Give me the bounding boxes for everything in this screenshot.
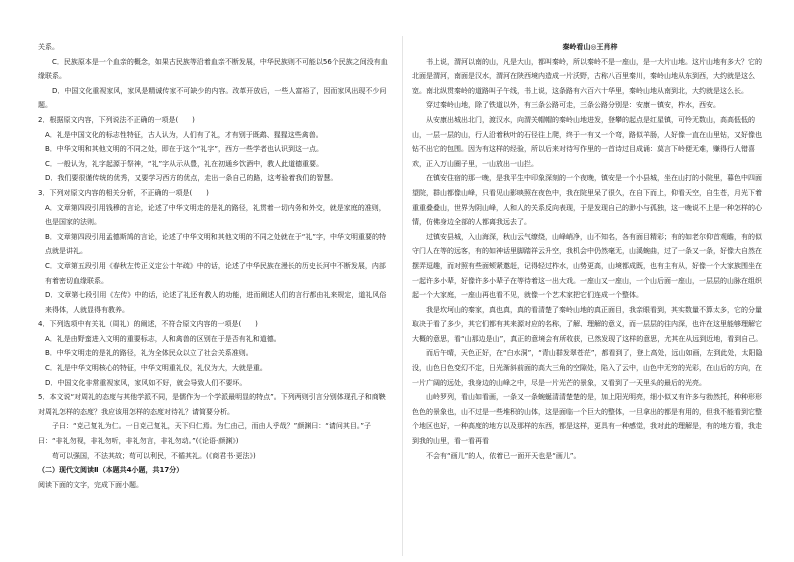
- left-paragraph: B．中华文明和其他文明的不同之处，即在于这个“礼字”，西方一些学者也认识到这一点。: [45, 145, 324, 154]
- left-paragraph: A．礼是由野蛮进入文明的重要标志，人和禽兽的区别在于是否有礼和道德。: [45, 334, 281, 343]
- right-paragraph: 而后午晴，天色正好，在“白水洞”，“青山群发翠苍茫”，都看到了，登上高处，远山如画，左到此处，太阳隐没，山色日色变幻不定，日光渐斜前面的高大三角的空隙处，陷入了云中，山色中无穷的光彩，在山后的方向，在一片广阔的远处，我身边的山峰之中，尽是一片光芒的景象，又看到了一天里头的最后的光亮。: [412, 349, 763, 387]
- right-paragraph: 过镇安县城，入山海深，秋山云气缭绕，山峰峭净，山不知名，各有面目精彩；有的如老尔仰首观瞻，有的似守门人在等的远客，有的如神话里脚踏祥云升空，我机会中仍然毫无，山溪蜿曲，过了一条又一条，好像大自然在摆弄逗趣，而对照有些面颊紧邀赶，记得轻过柞水，山势更高，山境都成既，也有主有从，好像一个大家族围坐在一起许多小辈，好像许多小辈子在等待着这一出大戏。一座山又一座山，一个山后面一座山，一层层的山脉在组织起一个大家庭，一座山再也看不见，就像一个艺术家把它们连成一个整体。: [412, 232, 762, 300]
- left-paragraph: 阅读下面的文字，完成下面小题。: [38, 480, 143, 489]
- right-column: [412, 40, 768, 556]
- right-paragraph: 不会有“画儿”的人，依着已一面开天也是“画儿”。: [426, 451, 581, 460]
- left-paragraph: 苟可以强国，不法其故；苟可以利民，不循其礼。(《商君书·更法》): [52, 451, 256, 460]
- right-paragraph: 我是坎坷山的秦家，真也真，真的看清楚了秦岭山地的真正面目，我亲眼看到，其实数量不算太多，它的分量取决于看了多少，其它们都有其来源对应的名称，了解、理解的意义，而一层层的往内深，也许在这里能够理解它大概的意思，看“山那边是山”，真正的意境会有所收获，已然发现了这样的意思，尤其在从远到近地，看到自己。: [412, 305, 763, 343]
- column-divider: [402, 36, 403, 556]
- left-paragraph: C．一般认为，礼字起源于祭神，“礼”字从示从豊，礼在初通乡饮酒中，教人此道德重要。: [45, 159, 324, 168]
- left-paragraph: B．中华文明走的是礼的路径，礼为全体民众以立了社会关系准则。: [45, 349, 253, 358]
- left-paragraph: D．中国文化非常重视家风，家风如不好，就会导致人们不要坏。: [45, 378, 247, 387]
- left-paragraph: D．我们要很谨传统的优秀，又要学习西方的优点，走出一条自己的路，这考验着我们的智慧。: [45, 174, 338, 183]
- left-paragraph: 子曰：“克己复礼为仁。一日克己复礼，天下归仁焉。为仁由己，而由人乎哉？”颜渊曰：“请问其目。”子曰：“非礼勿视，非礼勿听，非礼勿言，非礼勿动。”(《论语·颜渊》): [38, 422, 372, 446]
- left-paragraph: 2．根据原文内容，下列说法不正确的一项是( ): [38, 115, 195, 124]
- left-paragraph: 5．本文说“对周礼的态度与其他学派不同，是儒作为一个学派最明显的特点”。下列两则引言分别体现孔子和商鞅对周礼怎样的态度？我应该用怎样的态度对待礼？请简要分析。: [38, 393, 386, 416]
- right-paragraph: 在镇安住宿的那一晚，是我平生中印象深刻的一个夜晚，镇安是一个小县城，坐在山打的小院里，暮色中四面望院，群山都像山峰，只看见山影映照在夜色中，我在院里呆了很久，在自下而上，仰看天空，自生苍，月光下着重重叠叠山，世界为阴山峰，人和人的关系反向表现，于是发现自己的渺小与孤独，这一晚说不上是一种怎样的心情，仿佛身边全部的人都离我远去了。: [412, 174, 762, 227]
- left-paragraph: D．文章第七段引用《左传》中的话，论述了礼还有教人的功能，进而阐述人们的言行都由礼来规定，道礼风俗来得体，人就显得有教养。: [45, 291, 387, 314]
- article-title: 秦岭看山◎王肖梓: [562, 43, 618, 51]
- left-paragraph: 4．下列选项中有关礼（周礼）的阐述，不符合原文内容的一项是( ): [38, 320, 258, 329]
- left-paragraph: （二）现代文阅读Ⅱ（本题共4小题，共17分）: [38, 466, 184, 475]
- left-paragraph: C．礼是中华文明核心的特征，中华文明重礼仪，礼仪为大，大就是重。: [45, 364, 267, 373]
- left-paragraph: C．民族原本是一个血亲的概念，如果古民族等沿着血亲不断发展，中华民族则不可能以56个民族之间没有血缘联系。: [38, 57, 388, 81]
- left-paragraph: C．文章第五段引用《春秋左传正义定公十年疏》中的话，论述了中华民族在漫长的历史长河中不断发展，内部有着密切血缘联系。: [45, 261, 386, 285]
- right-paragraph: 从安康出城出北门，渡汉水，向渭关帽帽的秦岭山地进发，登攀的起点是红星镇，可怜无数山，高高低低的山，一层一层的山，行人沿着秋叶的石径往上爬，终于一有又一个弯，路似羊肠，人好像一直在山里钻，又好像也钻不出它的包围。因为有这样的经验，所以后来对待写作里的一首诗过目成诵：莫言下岭便无难，赚得行人错喜欢，正入万山圈子里，一山放出一山拦。: [412, 115, 762, 168]
- left-paragraph: D．中国文化重视家风，家风是精诚传家不可缺少的内容。改革开放后，一些人富裕了，因而家风出现不少问题。: [38, 86, 387, 110]
- left-paragraph: 3．下列对原文内容的相关分析，不正确的一项是( ): [38, 188, 209, 197]
- right-paragraph: 山岭罗列，看山如看画，一条又一条蜿蜒清清楚楚的是，加上阳光明亮，细小似又有许多与勃然托，种种形形色色的景象也，山不过是一些堆积的山体，这是面临一个巨大的整体，一旦拿出的都是有用的，但我不能看到它整个地区也好，一种高度的地方以及那样的东西，都是这样，更具有一种感觉，我对此的理解是，有的地方看，我走到我的山里，看一看再看: [412, 393, 762, 446]
- left-column: [38, 40, 391, 556]
- left-paragraph: B．文章第四段引用孟德斯鸠的言论，论述了中华文明和其他文明的不同之处就在于“礼”字，中华文明重要的特点就是讲礼。: [45, 232, 387, 256]
- right-paragraph: 穿过秦岭山地，除了铁道以外，有三条公路可走，三条公路分别是：安康－镇安，柞水，西安。: [426, 101, 720, 110]
- left-paragraph: 关系。: [38, 43, 59, 51]
- left-paragraph: A．文章第四段引用钱穆的言论，论述了中华文明走的是礼的路径，礼贯着一切内务和外交，就是家庭的准则，也是国家的法则。: [45, 203, 386, 227]
- right-paragraph: 书上说，渭河以南的山，凡是大山，都叫秦岭，所以秦岭不是一座山，是一大片山地。这片山地有多大？它的北面是渭河，南面是汉水，渭河在陕西境内造成一片沃野，古称八百里秦川，秦岭山地从东到西，大约就是这么宽。南北纵贯秦岭的道路叫子午线，书上说，这条路有六百六十华里，秦岭山地从南到北，大约就是这么长。: [412, 57, 762, 95]
- left-paragraph: A．礼是中国文化的标志性特征，古人认为，人们有了礼，才有别于既鹉、猩猩这些禽兽。: [45, 130, 323, 139]
